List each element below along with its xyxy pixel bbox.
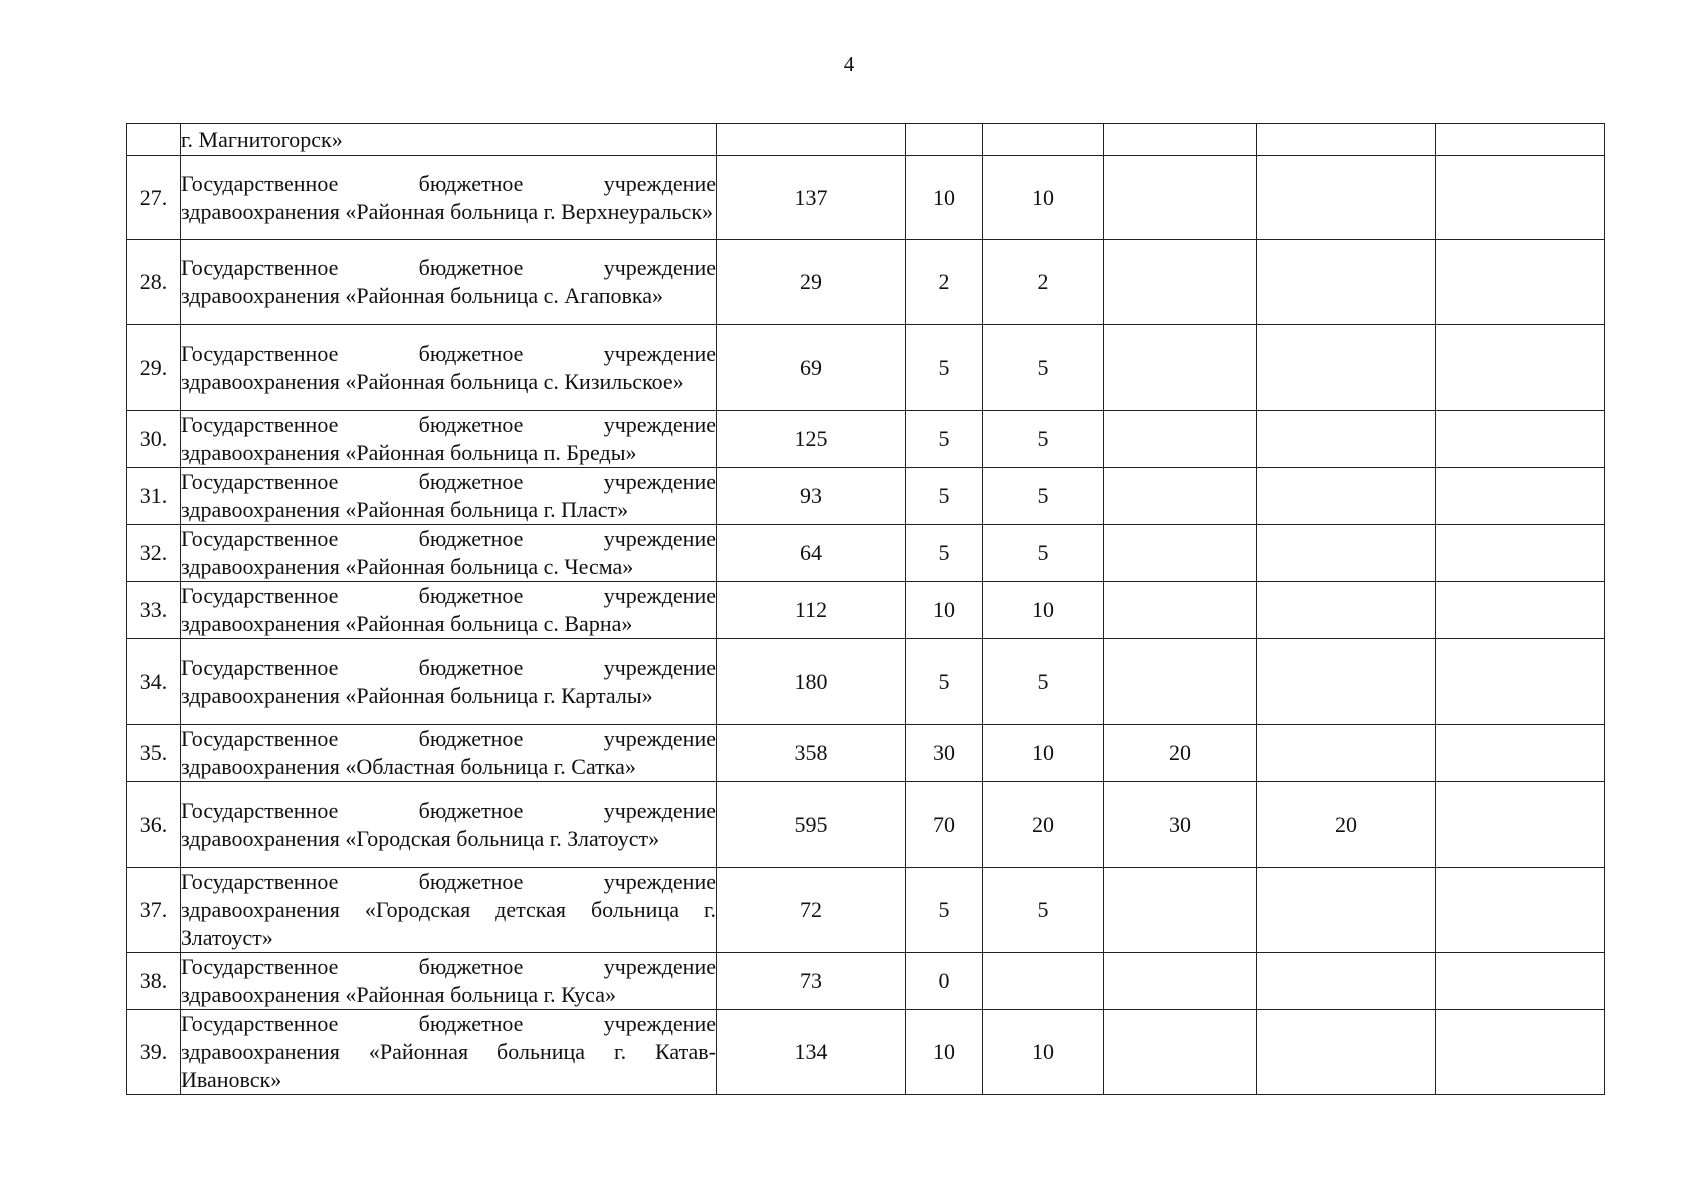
value-col-4	[1104, 124, 1257, 156]
table-row	[127, 240, 1605, 325]
value-col-4	[1104, 468, 1257, 525]
value-col-1: 64	[717, 525, 906, 582]
value-col-2: 30	[906, 725, 983, 782]
value-col-4	[1104, 868, 1257, 953]
value-col-4	[1104, 639, 1257, 725]
value-col-1	[717, 124, 906, 156]
hospital-table	[126, 123, 1605, 1095]
table-row	[127, 639, 1605, 725]
table-row	[127, 468, 1605, 525]
row-number: 35.	[127, 725, 181, 782]
value-col-5: 20	[1257, 782, 1436, 868]
value-col-6	[1436, 725, 1605, 782]
value-col-1: 180	[717, 639, 906, 725]
institution-name: Государственное бюджетное учреждение здравоохранения «Районная больница п. Бреды»	[181, 411, 717, 468]
value-col-3: 5	[983, 325, 1104, 411]
value-col-5	[1257, 411, 1436, 468]
table-row	[127, 525, 1605, 582]
value-col-2: 10	[906, 156, 983, 240]
value-col-6	[1436, 468, 1605, 525]
value-col-2: 5	[906, 468, 983, 525]
value-col-6	[1436, 639, 1605, 725]
value-col-6	[1436, 582, 1605, 639]
value-col-3: 10	[983, 156, 1104, 240]
institution-name: Государственное бюджетное учреждение здравоохранения «Районная больница с. Варна»	[181, 582, 717, 639]
value-col-6	[1436, 124, 1605, 156]
institution-name: Государственное бюджетное учреждение здравоохранения «Районная больница г. Катав-Ивановск»	[181, 1010, 717, 1095]
value-col-1: 93	[717, 468, 906, 525]
value-col-1: 595	[717, 782, 906, 868]
value-col-2: 5	[906, 639, 983, 725]
value-col-4: 30	[1104, 782, 1257, 868]
table-row	[127, 725, 1605, 782]
value-col-5	[1257, 639, 1436, 725]
value-col-1: 125	[717, 411, 906, 468]
value-col-2: 5	[906, 868, 983, 953]
table-row	[127, 1010, 1605, 1095]
row-number: 33.	[127, 582, 181, 639]
value-col-3: 5	[983, 868, 1104, 953]
value-col-4	[1104, 325, 1257, 411]
value-col-2: 70	[906, 782, 983, 868]
value-col-3: 5	[983, 411, 1104, 468]
value-col-3: 2	[983, 240, 1104, 325]
value-col-5	[1257, 156, 1436, 240]
value-col-3	[983, 953, 1104, 1010]
value-col-6	[1436, 240, 1605, 325]
value-col-4	[1104, 156, 1257, 240]
table-row	[127, 582, 1605, 639]
table-row	[127, 124, 1605, 156]
value-col-5	[1257, 1010, 1436, 1095]
value-col-3: 5	[983, 468, 1104, 525]
table-row	[127, 868, 1605, 953]
row-number: 29.	[127, 325, 181, 411]
value-col-1: 29	[717, 240, 906, 325]
value-col-3: 5	[983, 639, 1104, 725]
value-col-5	[1257, 868, 1436, 953]
institution-name: Государственное бюджетное учреждение здравоохранения «Районная больница с. Агаповка»	[181, 240, 717, 325]
institution-name: Государственное бюджетное учреждение здравоохранения «Районная больница г. Карталы»	[181, 639, 717, 725]
value-col-1: 358	[717, 725, 906, 782]
value-col-1: 112	[717, 582, 906, 639]
value-col-5	[1257, 525, 1436, 582]
value-col-2: 10	[906, 582, 983, 639]
value-col-3: 5	[983, 525, 1104, 582]
institution-name: г. Магнитогорск»	[181, 124, 717, 156]
value-col-6	[1436, 782, 1605, 868]
value-col-5	[1257, 124, 1436, 156]
institution-name: Государственное бюджетное учреждение здравоохранения «Районная больница с. Кизильское»	[181, 325, 717, 411]
value-col-4	[1104, 1010, 1257, 1095]
institution-name: Государственное бюджетное учреждение здравоохранения «Областная больница г. Сатка»	[181, 725, 717, 782]
value-col-6	[1436, 1010, 1605, 1095]
value-col-4: 20	[1104, 725, 1257, 782]
value-col-1: 137	[717, 156, 906, 240]
value-col-2: 10	[906, 1010, 983, 1095]
table-row	[127, 156, 1605, 240]
value-col-5	[1257, 240, 1436, 325]
value-col-4	[1104, 953, 1257, 1010]
row-number: 37.	[127, 868, 181, 953]
institution-name: Государственное бюджетное учреждение здравоохранения «Районная больница г. Верхнеуральск»	[181, 156, 717, 240]
table-row	[127, 782, 1605, 868]
value-col-4	[1104, 582, 1257, 639]
value-col-1: 69	[717, 325, 906, 411]
row-number: 28.	[127, 240, 181, 325]
table-row	[127, 953, 1605, 1010]
value-col-2: 5	[906, 525, 983, 582]
row-number: 27.	[127, 156, 181, 240]
value-col-5	[1257, 953, 1436, 1010]
value-col-3: 20	[983, 782, 1104, 868]
value-col-2: 5	[906, 325, 983, 411]
value-col-1: 72	[717, 868, 906, 953]
value-col-6	[1436, 156, 1605, 240]
value-col-5	[1257, 582, 1436, 639]
value-col-2	[906, 124, 983, 156]
row-number: 31.	[127, 468, 181, 525]
value-col-5	[1257, 468, 1436, 525]
value-col-4	[1104, 525, 1257, 582]
institution-name: Государственное бюджетное учреждение здравоохранения «Районная больница г. Куса»	[181, 953, 717, 1010]
value-col-5	[1257, 325, 1436, 411]
value-col-6	[1436, 868, 1605, 953]
value-col-5	[1257, 725, 1436, 782]
table-body	[127, 124, 1605, 1095]
value-col-3: 10	[983, 1010, 1104, 1095]
value-col-2: 0	[906, 953, 983, 1010]
value-col-2: 5	[906, 411, 983, 468]
value-col-1: 134	[717, 1010, 906, 1095]
table-row	[127, 325, 1605, 411]
row-number: 39.	[127, 1010, 181, 1095]
value-col-6	[1436, 325, 1605, 411]
value-col-6	[1436, 525, 1605, 582]
table-row	[127, 411, 1605, 468]
institution-name: Государственное бюджетное учреждение здравоохранения «Городская больница г. Златоуст»	[181, 782, 717, 868]
value-col-3	[983, 124, 1104, 156]
value-col-6	[1436, 411, 1605, 468]
institution-name: Государственное бюджетное учреждение здравоохранения «Районная больница с. Чесма»	[181, 525, 717, 582]
page-number: 4	[843, 52, 855, 76]
value-col-3: 10	[983, 582, 1104, 639]
row-number: 30.	[127, 411, 181, 468]
row-number: 36.	[127, 782, 181, 868]
row-number: 34.	[127, 639, 181, 725]
value-col-3: 10	[983, 725, 1104, 782]
row-number	[127, 124, 181, 156]
institution-name: Государственное бюджетное учреждение здравоохранения «Городская детская больница г. Златоуст»	[181, 868, 717, 953]
row-number: 38.	[127, 953, 181, 1010]
value-col-4	[1104, 411, 1257, 468]
value-col-6	[1436, 953, 1605, 1010]
value-col-1: 73	[717, 953, 906, 1010]
value-col-4	[1104, 240, 1257, 325]
row-number: 32.	[127, 525, 181, 582]
institution-name: Государственное бюджетное учреждение здравоохранения «Районная больница г. Пласт»	[181, 468, 717, 525]
value-col-2: 2	[906, 240, 983, 325]
